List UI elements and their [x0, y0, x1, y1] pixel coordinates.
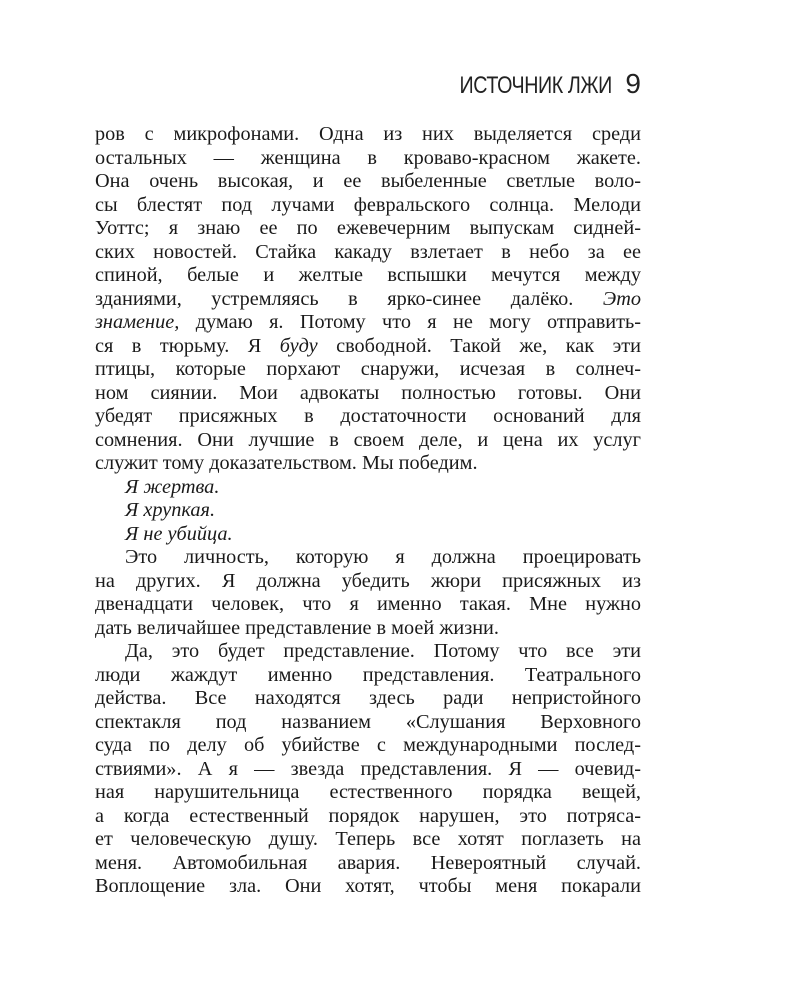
italic-run: знамение,	[95, 311, 180, 333]
text-line: ских новостей. Стайка какаду взлетает в небо за ее	[95, 240, 641, 263]
text-line: ная нарушительница естественного порядка вещей,	[95, 781, 641, 803]
text-line: Воплощение зла. Они хотят, чтобы меня покарали	[95, 875, 641, 897]
text-line: сы блестят под лучами февральского солнца. Мелоди	[95, 193, 641, 216]
text-line: дать величайшее представление в моей жизни.	[95, 616, 499, 639]
text-line: ном сиянии. Мои адвокаты полностью готовы. Они	[95, 381, 641, 404]
text-line: Она очень высокая, и ее выбеленные светлые воло-	[95, 170, 641, 192]
body-text	[95, 123, 641, 899]
text-run: ся в тюрьму. Я	[95, 334, 280, 357]
text-line: суда по делу об убийстве с международными послед-	[95, 734, 641, 756]
italic-line: Я хрупкая.	[125, 499, 216, 521]
text-line: а когда естественный порядок нарушен, это потряса-	[95, 804, 641, 827]
running-header	[95, 68, 641, 112]
text-line: птицы, которые порхают снаружи, исчезая в солнеч-	[95, 358, 641, 380]
italic-line: Я жертва.	[125, 475, 220, 498]
italic-run: буду	[279, 334, 318, 357]
text-line: спектакля под названием «Слушания Верховного	[95, 710, 641, 733]
text-run: свободной. Такой же, как эти	[317, 334, 641, 357]
text-line: на других. Я должна убедить жюри присяжных из	[95, 569, 641, 592]
text-line	[95, 311, 641, 335]
text-line: люди жаждут именно представления. Театрального	[95, 663, 641, 686]
text-line: ствиями». А я — звезда представления. Я — очевид-	[95, 757, 641, 780]
text-line: Да, это будет представление. Потому что все эти	[125, 640, 641, 662]
text-line: остальных — женщина в кроваво-красном жакете.	[95, 146, 641, 169]
text-line: убедят присяжных в достаточности оснований для	[95, 405, 641, 427]
text-run: зданиями, устремляясь в ярко-синее далёко.	[95, 287, 603, 310]
text-line: сомнения. Они лучшие в своем деле, и цена их услуг	[95, 428, 641, 451]
text-line: спиной, белые и желтые вспышки мечутся между	[95, 264, 641, 286]
running-title: ИСТОЧНИК ЛЖИ	[458, 72, 612, 99]
text-line: Это личность, которую я должна проецировать	[125, 546, 641, 568]
page-number: 9	[625, 68, 641, 99]
italic-line: Я не убийца.	[125, 522, 233, 545]
text-line: Уоттс; я знаю ее по ежевечерним выпускам сидней-	[95, 217, 641, 239]
text-line	[95, 335, 641, 359]
text-line	[95, 288, 641, 312]
italic-run: Это	[602, 287, 641, 310]
text-run: думаю я. Потому что я не могу отправить-	[179, 311, 641, 333]
text-line: служит тому доказательством. Мы победим.	[95, 452, 478, 474]
text-line: меня. Автомобильная авария. Невероятный случай.	[95, 851, 641, 874]
text-line: действа. Все находятся здесь ради непристойного	[95, 687, 641, 709]
text-line: ет человеческую душу. Теперь все хотят поглазеть на	[95, 828, 641, 850]
text-line: ров с микрофонами. Одна из них выделяется среди	[95, 123, 641, 145]
book-page	[95, 68, 641, 897]
text-line: двенадцати человек, что я именно такая. Мне нужно	[95, 593, 641, 615]
